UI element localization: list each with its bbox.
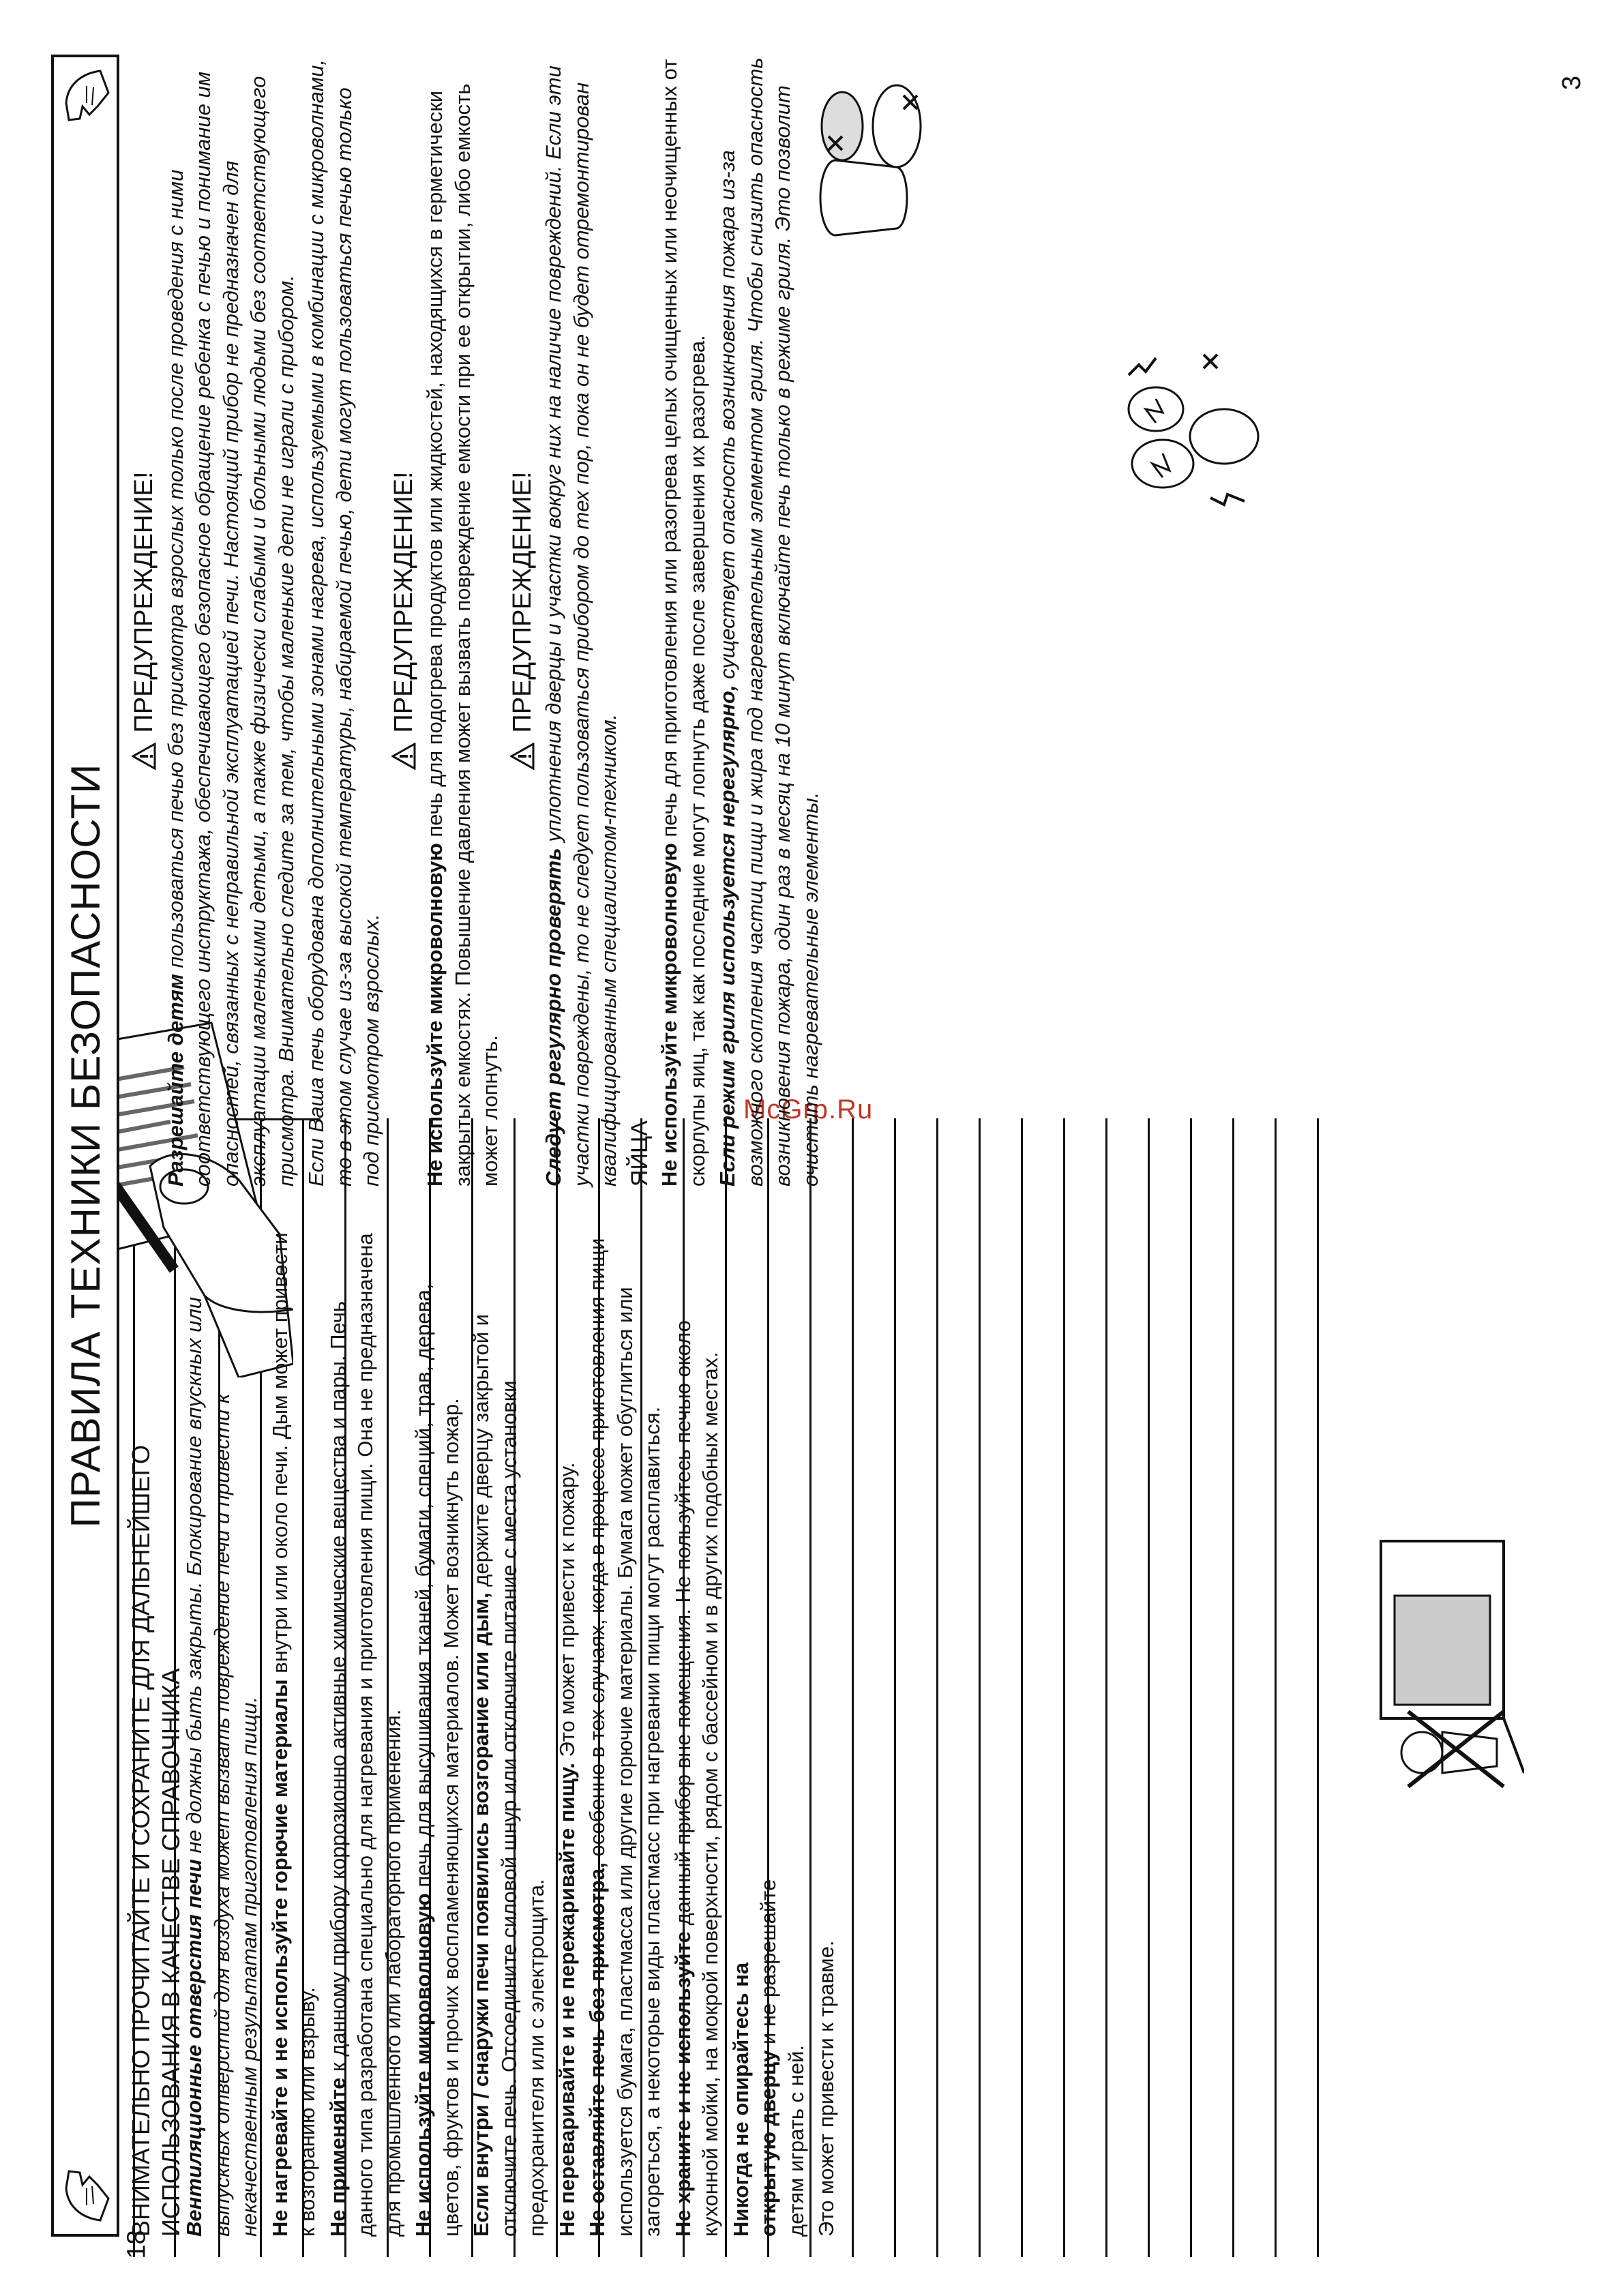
children-text: пользоваться печью без присмотра взрослых только после проведения с ними соответствующего инструктажа, обеспечивающего безопасное обращение ребенка с печью и понимание им опасностей, связанных с неправильной эксплуатацией печи. Настоящий прибор не предназначен для эксплуатации маленькими детьми, а также физически слабыми и больными людьми без соответствующего присмотра. Внимательно следите за тем, чтобы маленькие дети не играли с прибором. bbox=[163, 71, 298, 1187]
title-banner bbox=[51, 55, 119, 2237]
ventilation-heading: Вентиляционные отверстия печи bbox=[182, 1859, 206, 2237]
ventilation-text: не должны быть закрыты. Блокирование впускных или выпускных отверстий для воздуха может вызвать повреждение печи и привести к некачественным результатам приготовления пищи. bbox=[182, 1296, 261, 2237]
warning-triangle-icon bbox=[132, 743, 156, 770]
unattended-text: особенно в тех случаях, когда в процессе приготовления пищи используется бумага, пластмасса или другие горючие материалы. Бумага может обуглиться или загореться, а некоторые виды пластмасс при нагревании пищи могут расплавиться. bbox=[585, 1238, 664, 2237]
page-number-right: 3 bbox=[1558, 75, 1587, 91]
hand-icon bbox=[59, 65, 115, 127]
unattended-heading: Не оставляйте печь без присмотра, bbox=[585, 1862, 609, 2237]
seals-heading: Следует регулярно проверять bbox=[541, 848, 565, 1187]
column-1 bbox=[181, 1227, 844, 2237]
fire-text: держите дверцу закрытой и отключите печь. Отсоедините силовой шнур или отключите питание с места установки предохранителя или с электрощита. bbox=[469, 1314, 548, 2237]
warning-1-label: ПРЕДУПРЕЖДЕНИЕ! bbox=[130, 471, 158, 733]
flammable-heading: Не нагревайте и не используйте горючие материалы bbox=[267, 1679, 292, 2237]
eggs-warning-heading: Не используйте микроволновую bbox=[657, 843, 681, 1187]
flammable-text: внутри или около печи. Дым может привести к возгоранию или взрыву. bbox=[267, 1232, 319, 2237]
door-heading: Никогда не опирайтесь на открытую дверцу bbox=[728, 1962, 780, 2237]
sealed-heading: Не используйте микроволновую bbox=[423, 843, 447, 1187]
chemicals-heading: Не применяйте bbox=[325, 2077, 350, 2237]
overcook-text: Это может привести к пожару. bbox=[554, 1462, 579, 1763]
sealed-containers-illustration bbox=[801, 75, 938, 245]
drying-text: печь для высушивания тканей, бумаги, специй, трав, дерева, цветов, фруктов и прочих воспламеняющихся материалов. Может возникнуть пожар. bbox=[411, 1283, 463, 2237]
safety-rules-page bbox=[51, 55, 1551, 2237]
page-number-left: 18 bbox=[122, 2230, 151, 2259]
eggs-text: печь для приготовления или разогрева целых очищенных или неочищенных от скорлупы яиц, так как последние могут лопнуть даже после завершения их разогрева. bbox=[657, 59, 709, 1187]
exploding-eggs-illustration bbox=[1115, 341, 1265, 511]
grill-text: существует опасность возникновения пожара из-за возможного скопления частиц пищи и жира под нагревательным элементом гриля. Чтобы снизить опасность возникновения пожара, один раз в месяц на 10 минут включайте печь только в режиме гриля. Это позволит очистить нагревательные элементы. bbox=[715, 57, 822, 1187]
grill-heading: Если режим гриля используется нерегулярно, bbox=[715, 685, 739, 1187]
sealed-text: печь для подогрева продуктов или жидкостей, находящихся в герметически закрытых емкостях. Повышение давления может вызвать повреждение емкости при ее открытии, либо емкость может лопнуть. bbox=[423, 83, 502, 1187]
page-title: ПРАВИЛА ТЕХНИКИ БЕЗОПАСНОСТИ bbox=[62, 763, 108, 1528]
warning-triangle-icon bbox=[510, 743, 535, 770]
child-oven-door-illustration bbox=[1367, 1527, 1524, 1814]
children-heading: Разрешайте детям bbox=[163, 974, 188, 1187]
outdoor-text: данный прибор вне помещения. Не пользуйтесь печью около кухонной мойки, на мокрой поверхности, рядом с бассейном и в других подобных местах. bbox=[670, 1320, 722, 2237]
warning-triangle-icon bbox=[391, 743, 416, 770]
overcook-heading: Не переваривайте и не пережаривайте пищу. bbox=[554, 1763, 579, 2237]
warning-2-label: ПРЕДУПРЕЖДЕНИЕ! bbox=[389, 471, 418, 733]
hand-icon bbox=[59, 2164, 115, 2226]
outdoor-heading: Не храните и не используйте bbox=[670, 1930, 695, 2237]
drying-heading: Не используйте микроволновую bbox=[411, 1893, 435, 2237]
intro-text: ВНИМАТЕЛЬНО ПРОЧИТАЙТЕ И СОХРАНИТЕ ДЛЯ ДАЛЬНЕЙШЕГО ИСПОЛЬЗОВАНИЯ В КАЧЕСТВЕ СПРАВОЧНИКА bbox=[127, 1445, 185, 2237]
fire-heading: Если внутри / снаружи печи появились возгорание или дым, bbox=[469, 1592, 493, 2237]
warning-3-label: ПРЕДУПРЕЖДЕНИЕ! bbox=[507, 471, 537, 733]
door-text-2: Это может привести к травме. bbox=[814, 1940, 838, 2237]
chemicals-text: к данному прибору коррозионно активные химические вещества и пары. Печь данного типа разработана специально для нагревания и приготовления пищи. Она не предназначена для промышленного или лабораторного применения. bbox=[325, 1233, 405, 2237]
warning-3 bbox=[509, 55, 537, 1187]
door-text: и не разрешайте детям играть с ней. bbox=[756, 1879, 808, 2237]
warning-2 bbox=[390, 55, 418, 1187]
column-2 bbox=[126, 55, 827, 1187]
seals-text: уплотнения дверцы и участки вокруг них на наличие повреждений. Если эти участки повреждены, то не следует пользоваться прибором до тех пор, пока он не будет отремонтирован квалифицированным специалистом-техником. bbox=[541, 65, 621, 1187]
watermark: McGrp.Ru bbox=[743, 1094, 874, 1124]
warning-1 bbox=[130, 55, 158, 1187]
combi-zones-text: Если Ваша печь оборудована дополнительными зонами нагрева, используемыми в комбинации с микроволнами, то в этом случае из-за высокой температуры, набираемой печью, дети могут пользоваться печью только под присмотром взрослых. bbox=[304, 59, 383, 1187]
eggs-heading: ЯЙЦА bbox=[626, 1120, 653, 1187]
